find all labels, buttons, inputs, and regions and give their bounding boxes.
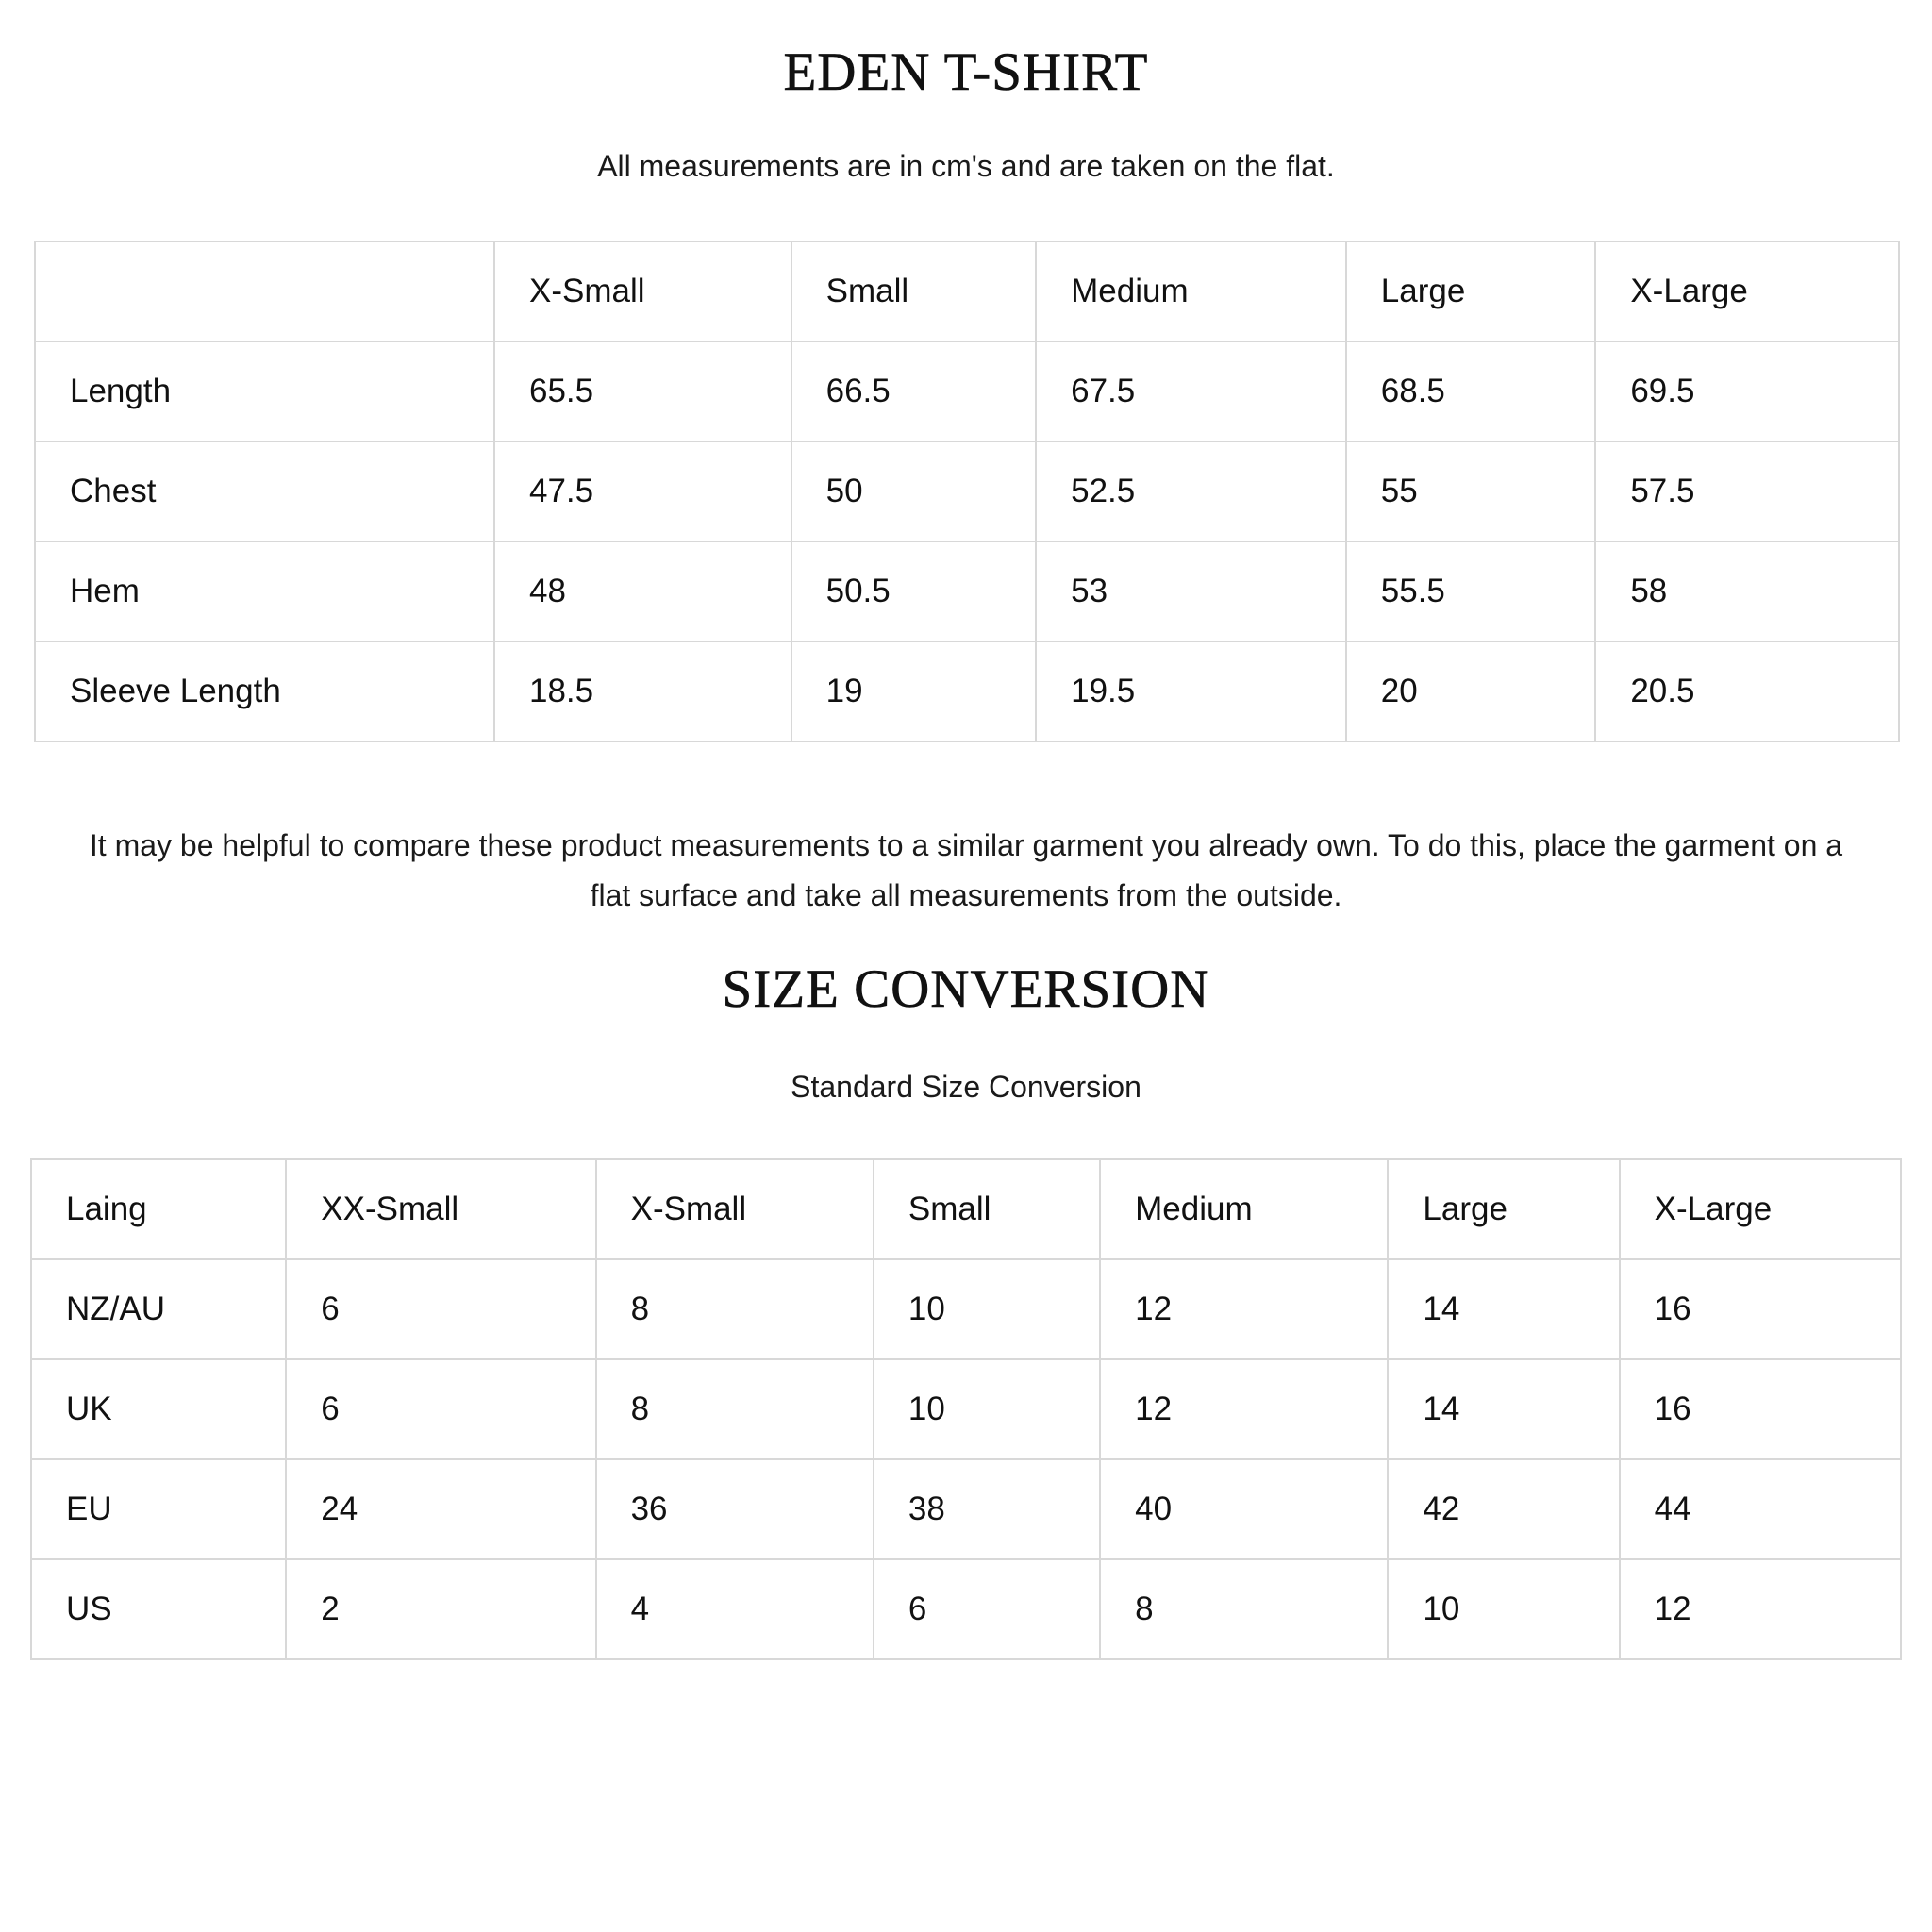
page-title: EDEN T-SHIRT (783, 42, 1149, 102)
conversion-value-cell: 6 (286, 1259, 595, 1359)
measure-header-row (35, 242, 1899, 341)
conversion-header-cell: X-Small (596, 1159, 874, 1259)
measure-value-cell: 47.5 (494, 441, 791, 541)
conversion-value-cell: 6 (286, 1359, 595, 1459)
conversion-value-cell: 36 (596, 1459, 874, 1559)
measure-value-cell: 50 (791, 441, 1037, 541)
conversion-value-cell: 8 (596, 1359, 874, 1459)
measure-value-cell: 50.5 (791, 541, 1037, 641)
size-conversion-subtitle: Standard Size Conversion (791, 1070, 1141, 1104)
measure-header-cell: Large (1346, 242, 1596, 341)
measurement-note: All measurements are in cm's and are taken on the flat. (597, 149, 1335, 183)
conversion-value-cell: 14 (1388, 1259, 1619, 1359)
measure-value-cell: 68.5 (1346, 341, 1596, 441)
conversion-header-cell: Laing (31, 1159, 286, 1259)
measure-value-cell: 18.5 (494, 641, 791, 741)
measure-value-cell: 53 (1036, 541, 1346, 641)
table-row (35, 441, 1899, 541)
measure-row-label: Chest (35, 441, 494, 541)
conversion-value-cell: 42 (1388, 1459, 1619, 1559)
measure-row-label: Hem (35, 541, 494, 641)
conversion-value-cell: 40 (1100, 1459, 1388, 1559)
conversion-value-cell: 2 (286, 1559, 595, 1659)
measure-value-cell: 55 (1346, 441, 1596, 541)
table-row (31, 1559, 1901, 1659)
conversion-value-cell: 24 (286, 1459, 595, 1559)
measure-header-cell: Small (791, 242, 1037, 341)
conversion-value-cell: 10 (874, 1259, 1100, 1359)
table-row (31, 1459, 1901, 1559)
measure-value-cell: 65.5 (494, 341, 791, 441)
conversion-row-label: US (31, 1559, 286, 1659)
conversion-header-cell: Large (1388, 1159, 1619, 1259)
measure-row-label: Sleeve Length (35, 641, 494, 741)
conversion-value-cell: 38 (874, 1459, 1100, 1559)
table-row (35, 341, 1899, 441)
conversion-header-cell: Small (874, 1159, 1100, 1259)
conversion-row-label: UK (31, 1359, 286, 1459)
table-row (31, 1259, 1901, 1359)
measure-value-cell: 19.5 (1036, 641, 1346, 741)
table-row (35, 541, 1899, 641)
measure-value-cell: 57.5 (1595, 441, 1899, 541)
conversion-value-cell: 12 (1100, 1359, 1388, 1459)
measure-header-cell: X-Small (494, 242, 791, 341)
measure-value-cell: 19 (791, 641, 1037, 741)
comparison-note: It may be helpful to compare these product measurements to a similar garment you already own. To do this, place the garment on a flat surface and take all measurements from the outside. (89, 828, 1843, 912)
measure-value-cell: 58 (1595, 541, 1899, 641)
conversion-value-cell: 44 (1620, 1459, 1901, 1559)
measure-value-cell: 20 (1346, 641, 1596, 741)
conversion-value-cell: 12 (1100, 1259, 1388, 1359)
size-chart-table (34, 241, 1900, 742)
conversion-value-cell: 10 (874, 1359, 1100, 1459)
conversion-value-cell: 14 (1388, 1359, 1619, 1459)
conversion-header-cell: Medium (1100, 1159, 1388, 1259)
conversion-row-label: EU (31, 1459, 286, 1559)
conversion-value-cell: 8 (596, 1259, 874, 1359)
conversion-value-cell: 16 (1620, 1359, 1901, 1459)
measure-value-cell: 55.5 (1346, 541, 1596, 641)
measure-value-cell: 20.5 (1595, 641, 1899, 741)
conversion-value-cell: 8 (1100, 1559, 1388, 1659)
measure-header-cell: Medium (1036, 242, 1346, 341)
conversion-header-cell: X-Large (1620, 1159, 1901, 1259)
conversion-value-cell: 12 (1620, 1559, 1901, 1659)
measure-value-cell: 69.5 (1595, 341, 1899, 441)
conversion-value-cell: 10 (1388, 1559, 1619, 1659)
conversion-value-cell: 16 (1620, 1259, 1901, 1359)
measure-header-cell (35, 242, 494, 341)
measure-value-cell: 52.5 (1036, 441, 1346, 541)
table-row (31, 1359, 1901, 1459)
table-row (35, 641, 1899, 741)
size-conversion-table (30, 1158, 1902, 1660)
conversion-value-cell: 4 (596, 1559, 874, 1659)
size-conversion-title: SIZE CONVERSION (722, 959, 1210, 1019)
measure-value-cell: 67.5 (1036, 341, 1346, 441)
conversion-value-cell: 6 (874, 1559, 1100, 1659)
conversion-header-row (31, 1159, 1901, 1259)
measure-value-cell: 66.5 (791, 341, 1037, 441)
measure-row-label: Length (35, 341, 494, 441)
conversion-row-label: NZ/AU (31, 1259, 286, 1359)
conversion-header-cell: XX-Small (286, 1159, 595, 1259)
measure-value-cell: 48 (494, 541, 791, 641)
measure-header-cell: X-Large (1595, 242, 1899, 341)
